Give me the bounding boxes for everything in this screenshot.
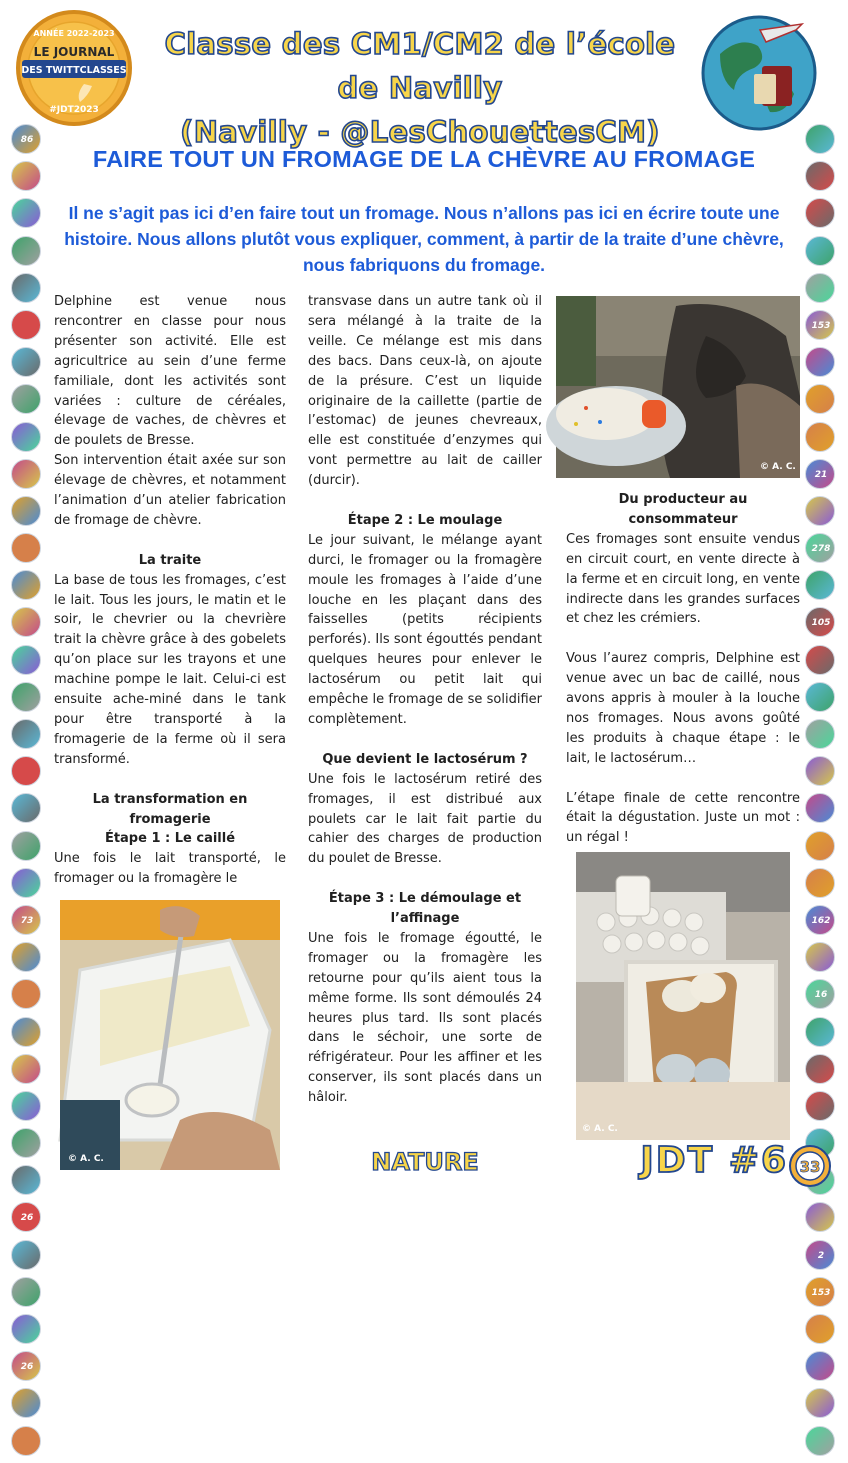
badge-number xyxy=(12,311,42,341)
heading-etape-1: Étape 1 : Le caillé xyxy=(104,831,236,847)
badge-number xyxy=(806,757,836,787)
twittclass-badges-left xyxy=(8,124,44,1463)
badge-number xyxy=(806,199,836,229)
twittclass-badge xyxy=(11,1240,41,1270)
badge-number xyxy=(12,1278,42,1308)
twittclass-badge xyxy=(805,347,835,377)
twittclass-badge xyxy=(805,1202,835,1232)
badge-number xyxy=(806,943,836,973)
article-column-3 xyxy=(566,490,800,848)
logo-year-text: ANNÉE 2022-2023 xyxy=(33,29,115,38)
twittclass-badge xyxy=(11,831,41,861)
badge-number xyxy=(806,385,836,415)
badge-number xyxy=(12,1092,42,1122)
badge-number xyxy=(12,1129,42,1159)
twittclass-badge xyxy=(11,384,41,414)
school-title-line1: Classe des CM1/CM2 de l’école de Navilly xyxy=(164,27,676,105)
twittclass-badge xyxy=(11,161,41,191)
section-label: NATURE xyxy=(371,1148,479,1176)
twittclass-badge xyxy=(11,422,41,452)
badge-number xyxy=(12,794,42,824)
twittclass-badge xyxy=(805,1388,835,1418)
badge-number xyxy=(12,683,42,713)
twittclass-badge xyxy=(11,645,41,675)
badge-number: 2 xyxy=(817,1250,825,1261)
badge-number xyxy=(806,348,836,378)
badge-number xyxy=(12,720,42,750)
paragraph-traite: La base de tous les fromages, c’est le lait. Tous les jours, le matin et le soir, le chevrier ou la chevrière trait la chèvre grâce à des gobelets qu’on place sur les trayons et une machine pompe le lait. Celui-ci est ensuite ache-miné dans le tank pour être transporté à la fromagerie de la ferme où il sera transformé. xyxy=(54,572,286,767)
twittclass-badge xyxy=(11,1202,41,1232)
twittclass-badge xyxy=(11,496,41,526)
heading-la-traite: La traite xyxy=(138,552,202,568)
badge-number xyxy=(12,237,42,267)
logo-line-twittclasses: DES TWITTCLASSES xyxy=(21,65,127,76)
badge-number xyxy=(12,497,42,527)
twittclass-badge xyxy=(11,1128,41,1158)
twittclass-badge xyxy=(805,831,835,861)
twittclass-badge xyxy=(805,719,835,749)
twittclass-badge xyxy=(805,756,835,786)
photo-credit: © A. C. xyxy=(68,1154,104,1164)
page-number: 33 xyxy=(799,1158,821,1176)
journal-twittclasses-logo xyxy=(14,8,134,128)
paragraph-lactoserum: Une fois le lactosérum retiré des fromages, il est distribué aux poulets car le lait fait partie du cahier des charges de production du poulet de Bresse. xyxy=(308,771,542,867)
badge-number xyxy=(12,274,42,304)
twittclass-badge xyxy=(805,793,835,823)
badge-number: 86 xyxy=(20,135,34,145)
twittclass-badge xyxy=(11,236,41,266)
badge-number: 16 xyxy=(814,990,828,1001)
badge-number: 105 xyxy=(811,618,831,629)
badge-number xyxy=(806,237,836,267)
twittclass-badge xyxy=(805,124,835,154)
article-column-1 xyxy=(54,292,286,889)
twittclass-badge xyxy=(805,236,835,266)
page-number-badge xyxy=(788,1144,832,1188)
badge-number xyxy=(806,125,836,155)
badge-number xyxy=(806,1203,836,1233)
twittclass-badge xyxy=(805,1054,835,1084)
twittclass-badge xyxy=(805,1240,835,1270)
twittclass-badge xyxy=(11,607,41,637)
logo-hashtag: #JDT2023 xyxy=(49,105,99,115)
badge-number: 153 xyxy=(811,320,831,331)
badge-number xyxy=(12,832,42,862)
twittclass-badge xyxy=(805,459,835,489)
twittclass-badge xyxy=(805,1426,835,1456)
badge-number xyxy=(12,162,42,192)
article-column-2 xyxy=(308,292,542,1108)
issue-label: JDT #6 xyxy=(640,1140,788,1181)
twittclass-badge xyxy=(11,979,41,1009)
twittclass-badge xyxy=(805,161,835,191)
badge-number xyxy=(806,869,836,899)
twittclass-badge xyxy=(11,1165,41,1195)
twittclass-badge xyxy=(805,905,835,935)
twittclass-badge xyxy=(11,570,41,600)
badge-number xyxy=(806,794,836,824)
twittclass-badge xyxy=(11,533,41,563)
badge-number xyxy=(806,1427,836,1457)
twittclass-badges-right xyxy=(799,124,838,1463)
twittclass-badge xyxy=(11,459,41,489)
photo-credit: © A. C. xyxy=(582,1124,618,1134)
paragraph-intro: Delphine est venue nous rencontrer en classe pour nous présenter son activité. Elle est agricultrice au sein d’une ferme familiale, dont les activités sont variées : culture de céréales, élevage de vaches, de chèvres et de poulets de Bresse. xyxy=(54,294,286,449)
badge-number xyxy=(806,1389,836,1419)
badge-number: 162 xyxy=(811,915,831,926)
twittclass-badge xyxy=(11,198,41,228)
badge-number: 21 xyxy=(814,469,828,480)
twittclass-badge xyxy=(805,1314,835,1344)
badge-number xyxy=(12,1427,42,1457)
heading-etape-3: Étape 3 : Le démoulage et l’affinage xyxy=(328,891,522,927)
twittclass-badge xyxy=(11,905,41,935)
twittclass-badge xyxy=(805,273,835,303)
badge-number xyxy=(12,757,42,787)
badge-number xyxy=(12,423,42,453)
article-headline: FAIRE TOUT UN FROMAGE DE LA CHÈVRE AU FROMAGE xyxy=(92,146,756,172)
badge-number xyxy=(12,199,42,229)
badge-number: 26 xyxy=(20,1362,34,1373)
twittclass-badge xyxy=(11,1426,41,1456)
heading-lactoserum: Que devient le lactosérum ? xyxy=(322,751,528,767)
paragraph-atelier: Vous l’aurez compris, Delphine est venue avec un bac de caillé, nous avons appris à mouler à la louche nos fromages. Nous avons goûté les produits à chaque étape : le lait, le lactosérum… xyxy=(566,651,800,766)
twittclass-badge xyxy=(805,1017,835,1047)
twittclass-badge xyxy=(11,124,41,154)
twittclass-badge xyxy=(11,1017,41,1047)
badge-number xyxy=(806,646,836,676)
twittclass-badge xyxy=(11,1054,41,1084)
twittclass-badge xyxy=(11,1351,41,1381)
ladle-moulding-photo xyxy=(60,900,280,1170)
badge-number xyxy=(806,423,836,453)
badge-number xyxy=(12,1018,42,1048)
twittclass-badge xyxy=(805,1351,835,1381)
badge-number xyxy=(12,1055,42,1085)
badge-number xyxy=(806,571,836,601)
twittclass-badge xyxy=(11,273,41,303)
twittclass-badge xyxy=(11,756,41,786)
twittclass-badge xyxy=(11,347,41,377)
badge-number: 26 xyxy=(20,1213,34,1224)
heading-etape-2: Étape 2 : Le moulage xyxy=(347,512,503,528)
twittclass-badge xyxy=(805,942,835,972)
badge-number xyxy=(12,348,42,378)
badge-number xyxy=(12,1389,42,1419)
badge-number xyxy=(12,460,42,490)
heading-transformation: La transformation en fromagerie xyxy=(92,791,248,827)
twittclass-badge xyxy=(11,310,41,340)
twittclass-badge xyxy=(11,1091,41,1121)
cheese-tasting-photo xyxy=(576,852,790,1140)
badge-number: 73 xyxy=(20,915,34,926)
badge-number xyxy=(806,1055,836,1085)
badge-number xyxy=(806,274,836,304)
badge-number xyxy=(806,1018,836,1048)
twittclass-badge xyxy=(805,570,835,600)
badge-number xyxy=(12,1166,42,1196)
twittclass-badge xyxy=(805,979,835,1009)
twittclass-badge xyxy=(805,198,835,228)
badge-number xyxy=(806,1315,836,1345)
heading-producteur: Du producteur au consommateur xyxy=(618,492,748,527)
twittclass-badge xyxy=(805,1091,835,1121)
badge-number xyxy=(806,162,836,192)
badge-number xyxy=(12,571,42,601)
goat-bottle-feeding-photo xyxy=(556,296,800,478)
badge-number xyxy=(806,683,836,713)
badge-number: 278 xyxy=(811,544,831,555)
badge-number xyxy=(12,1315,42,1345)
paragraph-circuits: Ces fromages sont ensuite vendus en circuit court, en vente directe à la ferme et en circuit long, en vente indirecte dans les grandes surfaces et chez les crémiers. xyxy=(566,531,800,627)
badge-number xyxy=(12,1241,42,1271)
twittclass-badge xyxy=(805,607,835,637)
twittclass-badge xyxy=(11,1388,41,1418)
badge-number xyxy=(806,720,836,750)
badge-number xyxy=(12,980,42,1010)
badge-number: 153 xyxy=(811,1287,831,1298)
paragraph-affinage: Une fois le fromage égoutté, le fromager ou la fromagère les retourne pour qu’ils aient tous la même forme. Ils sont démoulés 24 heures plus tard. Ils sont placés dans le séchoir, une sorte de réfrigérateur. Pour les affiner et les conserver, ils sont placés dans un hâloir. xyxy=(308,930,542,1106)
badge-number xyxy=(12,534,42,564)
badge-number xyxy=(806,497,836,527)
twittclass-badge xyxy=(805,384,835,414)
twittclass-badge xyxy=(11,793,41,823)
paragraph-degustation: L’étape finale de cette rencontre était la dégustation. Juste un mot : un régal ! xyxy=(566,790,800,846)
travel-globe-icon xyxy=(700,14,818,132)
badge-number xyxy=(806,1092,836,1122)
badge-number xyxy=(12,869,42,899)
twittclass-badge xyxy=(805,422,835,452)
twittclass-badge xyxy=(805,645,835,675)
article-lede: Il ne s’agit pas ici d’en faire tout un fromage. Nous n’allons pas ici en écrire toute une histoire. Nous allons plutôt vous expliquer, comment, à partir de la traite d’une chèvre, nous fabriquons du fromage. xyxy=(64,203,784,275)
paragraph-intervention: Son intervention était axée sur son élevage de chèvres, et notamment l’animation d’un atelier fabrication de fromage de chèvre. xyxy=(54,453,286,528)
twittclass-badge xyxy=(805,310,835,340)
twittclass-badge xyxy=(11,1277,41,1307)
twittclass-badge xyxy=(11,1314,41,1344)
twittclass-badge xyxy=(805,1277,835,1307)
badge-number xyxy=(12,608,42,638)
badge-number xyxy=(12,646,42,676)
paragraph-caille-start: Une fois le lait transporté, le fromager ou la fromagère le xyxy=(54,851,286,887)
logo-line-journal: LE JOURNAL xyxy=(33,45,115,59)
badge-number xyxy=(12,943,42,973)
photo-credit: © A. C. xyxy=(760,462,796,472)
paragraph-caille-end: transvase dans un autre tank où il sera mélangé à la traite de la veille. Ce mélange est mis dans des bacs. Dans ceux-là, on ajoute de la présure. C’est un liquide originaire de la caillette (partie de l’estomac) de jeunes chevreaux, elle est constituée d’enzymes qui vont permettre au lait de cailler (durcir). xyxy=(308,294,542,489)
paragraph-moulage: Le jour suivant, le mélange ayant durci, le fromager ou la fromagère moule les fromages à l’aide d’une louche en les plaçant dans des faisselles (petits récipients perforés). Ils sont égouttés pendant quelques heures pour enlever le lactosérum ou petit lait qui empêche le fromage de se solidifier complètement. xyxy=(308,532,542,728)
school-title xyxy=(150,22,690,154)
twittclass-badge xyxy=(11,682,41,712)
badge-number xyxy=(12,385,42,415)
twittclass-badge xyxy=(11,868,41,898)
twittclass-badge xyxy=(805,496,835,526)
badge-number xyxy=(806,1352,836,1382)
badge-number xyxy=(806,832,836,862)
school-title-line2: (Navilly - @LesChouettesCM) xyxy=(180,115,660,149)
twittclass-badge xyxy=(805,868,835,898)
twittclass-badge xyxy=(11,719,41,749)
twittclass-badge xyxy=(805,682,835,712)
twittclass-badge xyxy=(11,942,41,972)
twittclass-badge xyxy=(805,533,835,563)
